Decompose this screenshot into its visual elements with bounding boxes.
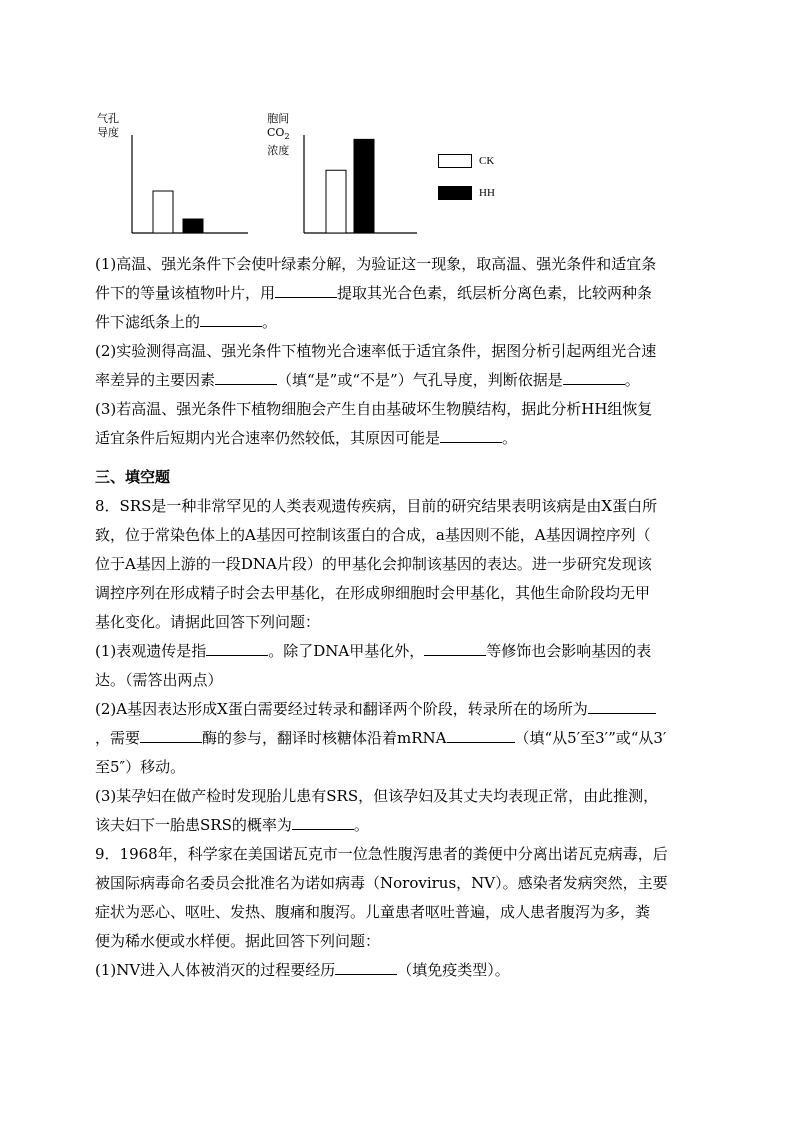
answer-blank[interactable]	[563, 368, 625, 385]
answer-blank[interactable]	[335, 958, 397, 975]
answer-blank[interactable]	[140, 726, 202, 743]
legend-item-hh	[438, 186, 495, 200]
chart-legend	[438, 100, 518, 220]
legend-swatch-hh	[438, 186, 472, 200]
chart2-bar-ck	[326, 170, 346, 233]
chart2-ylabel: 胞间 $CO_2$ 浓度	[267, 112, 290, 158]
q9-stem: 9．1968年，科学家在美国诺瓦克市一位急性腹泻患者的粪便中分离出诺瓦克病毒，后 被国际病毒命名委员会批准名为诺如病毒（Norovirus，NV）。感染者发病突然，主要 症状为恶心、呕吐、发热、腹痛和腹泻。儿童患者呕吐普遍，成人患者腹泻为多，粪 便为稀水便或水样便。据此回答下列问题：	[95, 845, 668, 950]
document-body	[95, 250, 695, 985]
legend-item-ck	[438, 154, 494, 168]
q8-stem: 8．SRS是一种非常罕见的人类表观遗传疾病，目前的研究结果表明该病是由X蛋白所 致，位于常染色体上的A基因可控制该蛋白的合成，a基因则不能，A基因调控序列（ 位于A基因上游的一段DNA片段）的甲基化会抑制该基因的表达。进一步研究发现该 调控序列在形成精子时会去甲基化，在形成卵细胞时会甲基化，其他生命阶段均无甲 基化变化。请据此回答下列问题：	[95, 497, 658, 631]
chart1-bar-hh	[183, 219, 203, 233]
chart1-bar-ck	[153, 191, 173, 233]
legend-label-hh: HH	[479, 187, 495, 199]
bar-chart-figure	[95, 100, 515, 245]
answer-blank[interactable]	[440, 426, 502, 443]
chart2-bar-hh	[354, 139, 374, 233]
answer-blank[interactable]	[200, 310, 262, 327]
q7-part2: (2)实验测得高温、强光条件下植物光合速率低于适宜条件，据图分析引起两组光合速 率差异的主要因素 （填“是”或“不是”）气孔导度，判断依据是 。	[95, 342, 657, 389]
answer-blank[interactable]	[275, 281, 337, 298]
answer-blank[interactable]	[588, 697, 656, 714]
section-heading: 三、填空题	[95, 468, 171, 486]
answer-blank[interactable]	[292, 813, 354, 830]
q8-part3: (3)某孕妇在做产检时发现胎儿患有SRS，但该孕妇及其丈夫均表现正常，由此推测， 该夫妇下一胎患SRS的概率为 。	[95, 787, 659, 834]
answer-blank[interactable]	[447, 726, 515, 743]
q9-part1: (1)NV进入人体被消灭的过程要经历 （填免疫类型）。	[95, 956, 695, 985]
legend-label-ck: CK	[479, 155, 495, 167]
legend-swatch-ck	[438, 154, 472, 168]
q8-part2: (2)A基因表达形成X蛋白需要经过转录和翻译两个阶段，转录所在的场所为 ，需要 酶的参与，翻译时核糖体沿着mRNA （填“从5′至3′”或“从3′ 至5″）移动。	[95, 695, 695, 782]
chart1-ylabel: 气孔 导度	[97, 112, 119, 139]
answer-blank[interactable]	[215, 368, 277, 385]
q7-part3: (3)若高温、强光条件下植物细胞会产生自由基破坏生物膜结构，据此分析HH组恢复 适宜条件后短期内光合速率仍然较低，其原因可能是 。	[95, 400, 653, 447]
q8-part1: (1)表观遗传是指 。除了DNA甲基化外， 等修饰也会影响基因的表 达。（需答出两点）	[95, 637, 695, 695]
q7-part1: (1)高温、强光条件下会使叶绿素分解，为验证这一现象，取高温、强光条件和适宜条 件下的等量该植物叶片，用 提取其光合色素，纸层析分离色素，比较两种条 件下滤纸条上的 。	[95, 255, 657, 331]
answer-blank[interactable]	[424, 639, 486, 656]
charts-svg	[95, 100, 435, 240]
answer-blank[interactable]	[206, 639, 268, 656]
